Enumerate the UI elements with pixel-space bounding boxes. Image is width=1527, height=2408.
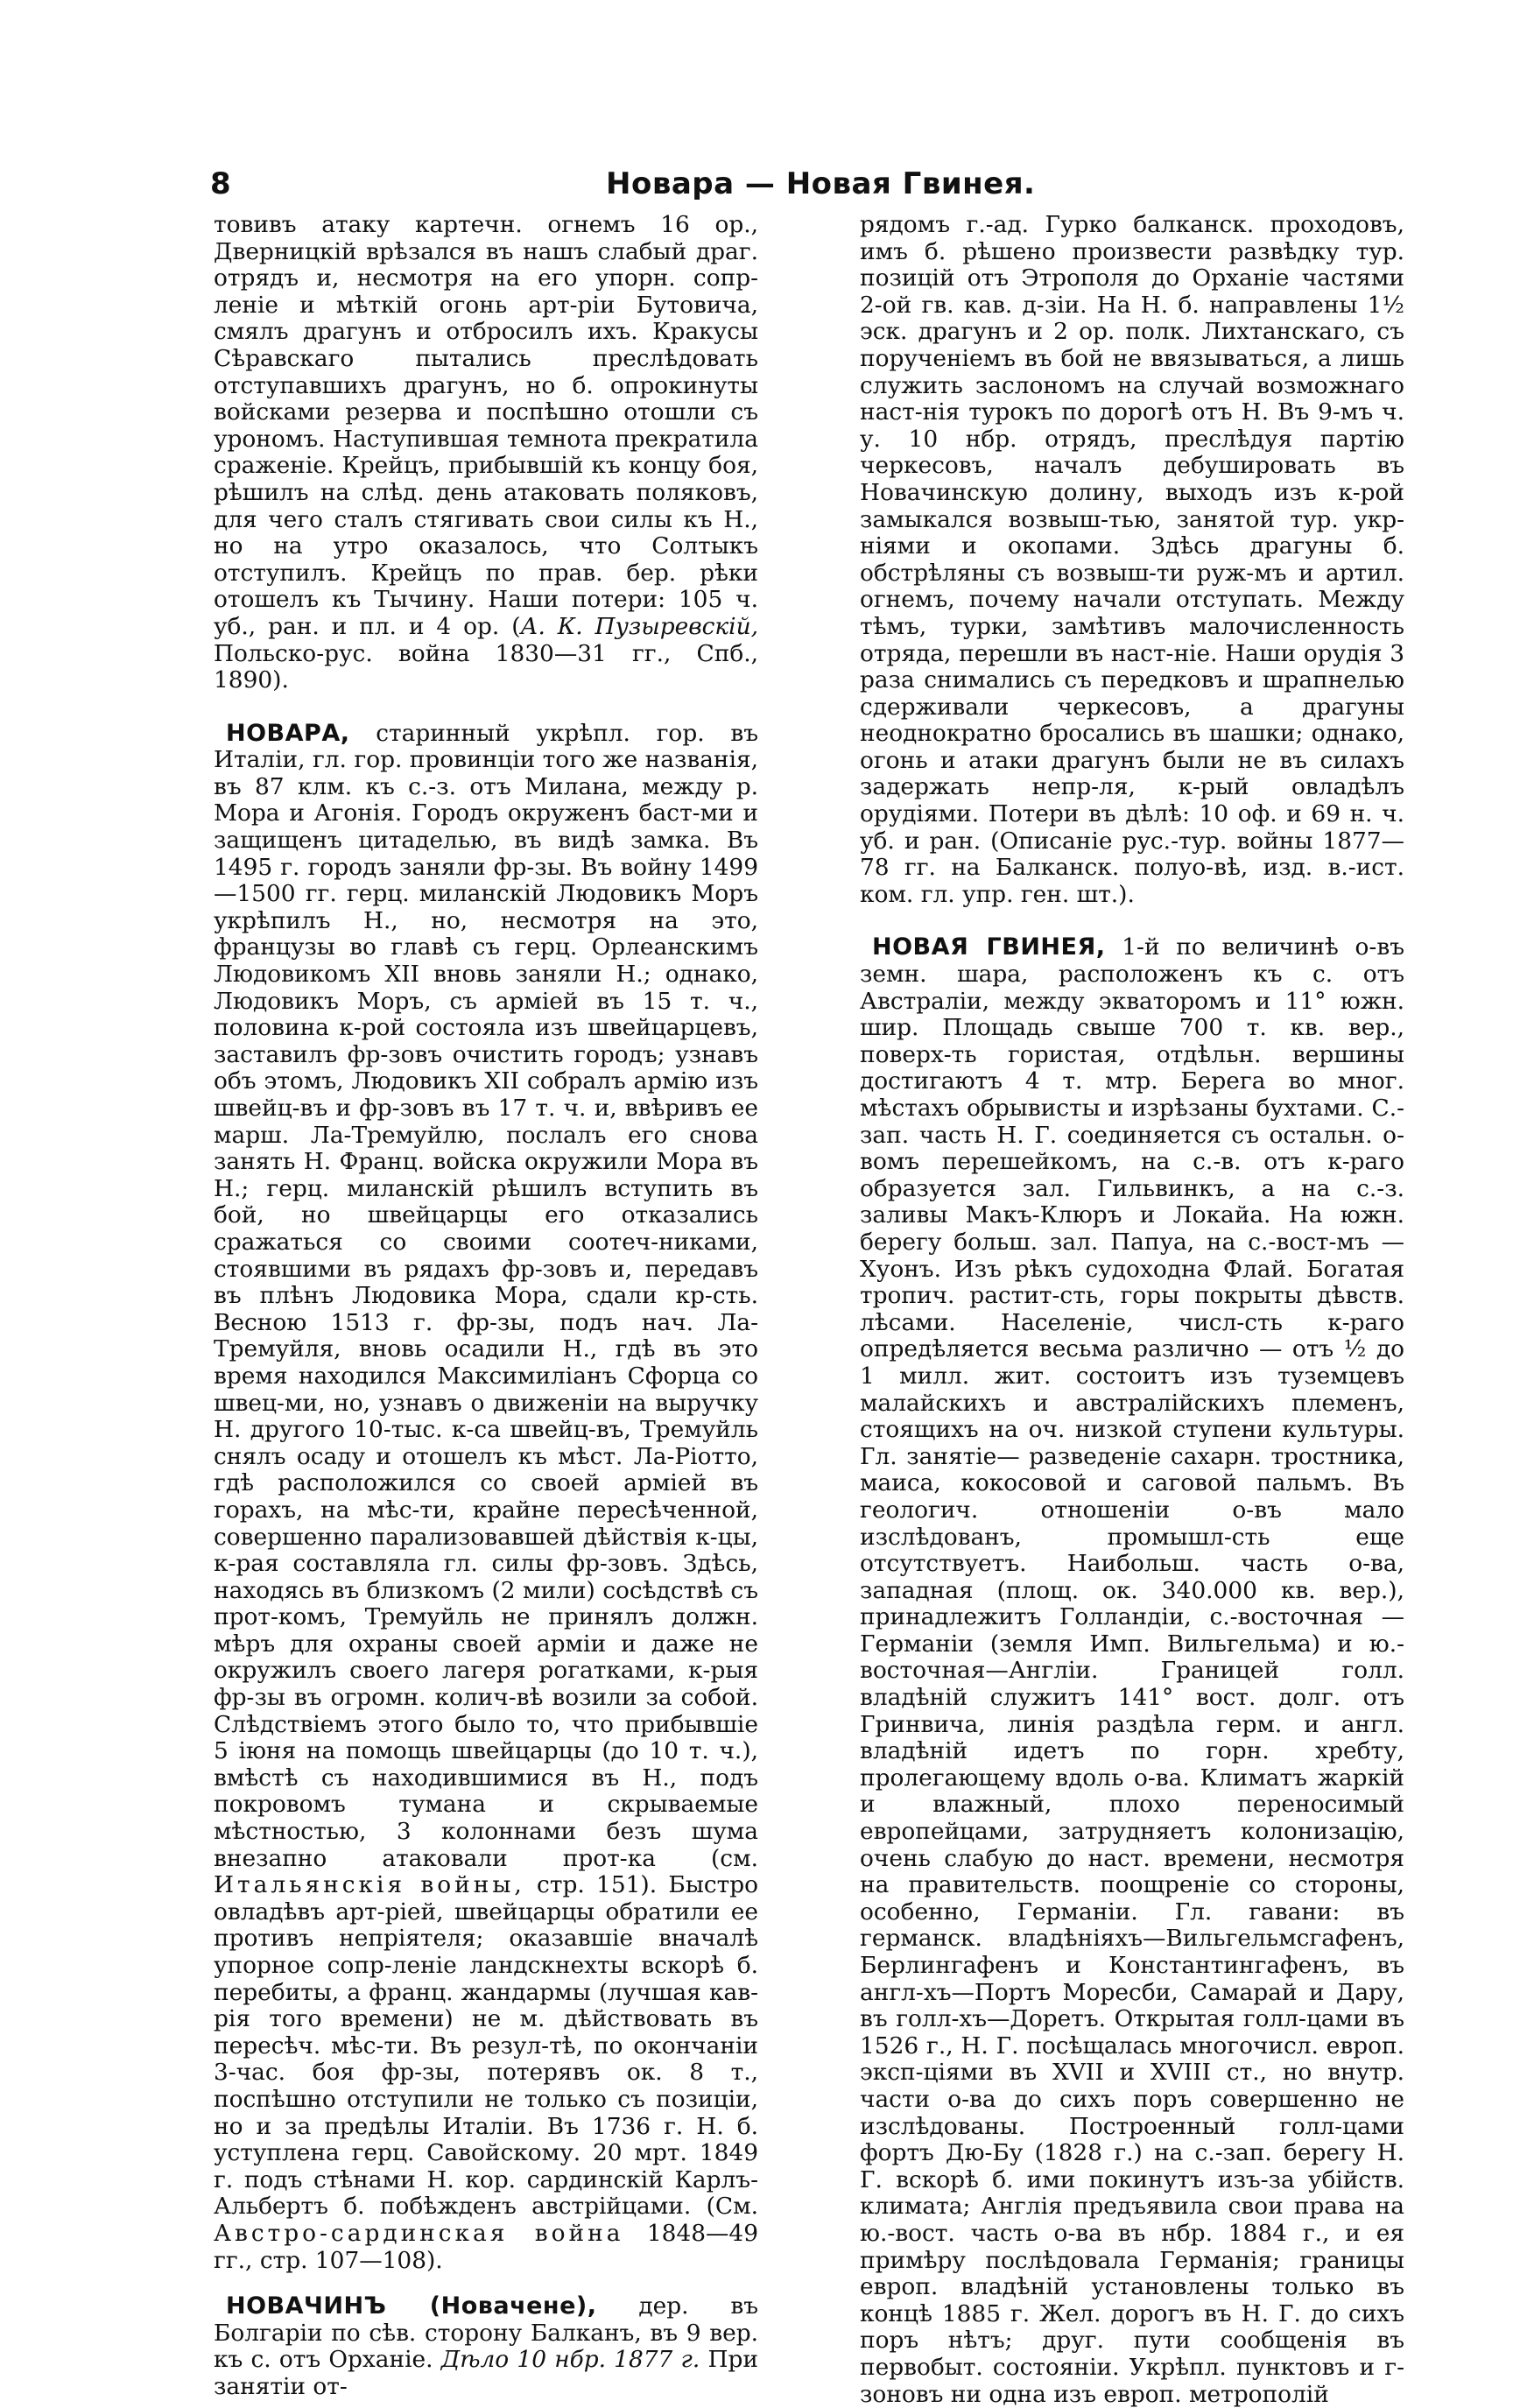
headword-new-guinea: НОВАЯ ГВИНЕЯ, xyxy=(872,933,1106,961)
entry-novara-text-2: стр. 151). Быстро овладѣвъ арт-ріей, швейцарцы обратили ее противъ непріятеля; оказавшіе вначалѣ упорное сопр-леніе ландскнехты вскорѣ б. перебиты, а франц. жандармы (лучшая кав-рія того времени) не м. дѣйствовать въ пересѣч. мѣс-ти. Въ резул-тѣ, по окончаніи 3-час. боя фр-зы, потерявъ ок. 8 т., поспѣшно отступили не только съ позиціи, но и за предѣлы Италіи. Въ 1736 г. Н. б. уступлена герц. Савойскому. 20 мрт. 1849 г. подъ стѣнами Н. кор. сардинскій Карлъ-Альбертъ б. побѣжденъ австрійцами. (См. xyxy=(214,1871,758,2221)
entry-new-guinea-text: 1-й по величинѣ о-въ земн. шара, расположенъ къ с. отъ Австраліи, между экваторомъ и 11° южн. шир. Площадь свыше 700 т. кв. вер., поверх-ть гористая, отдѣльн. вершины достигаютъ 4 т. мтр. Берега во мног. мѣстахъ обрывисты и изрѣзаны бухтами. С.-зап. часть Н. Г. соединяется съ остальн. о-вомъ перешейкомъ, на с.-в. отъ к-раго образуется зал. Гильвинкъ, а на с.-з. заливы Макъ-Клюръ и Локайа. На южн. берегу больш. зал. Папуа, на с.-вост-мъ — Хуонъ. Изъ рѣкъ судоходна Флай. Богатая тропич. растит-сть, горы покрыты дѣвств. лѣсами. Населеніе, числ-сть к-раго опредѣляется весьма различно — отъ ½ до 1 милл. жит. состоитъ изъ туземцевъ малайскихъ и австралійскихъ племенъ, стоящихъ на оч. низкой ступени культуры. Гл. занятіе— разведеніе сахарн. тростника, маиса, кокосовой и саговой пальмъ. Въ геологич. отношеніи о-въ мало изслѣдованъ, промышл-сть еще отсутствуетъ. Наибольш. часть о-ва, западная (площ. ок. 340.000 кв. вер.), принадлежитъ Голландіи, с.-восточная — Германіи (земля Имп. Вильгельма) и ю.-восточная—Англіи. Границей голл. владѣній служитъ 141° вост. долг. отъ Гринвича, линія раздѣла герм. и англ. владѣній идетъ по горн. хребту, пролегающему вдоль о-ва. Климатъ жаркій и влажный, плохо переносимый европейцами, затрудняетъ колонизацію, очень слабую до наст. времени, несмотря на правительств. поощреніе со стороны, особенно, Германіи. Гл. гавани: въ германск. владѣніяхъ—Вильгельмсгафенъ, Берлингафенъ и Константингафенъ, въ англ-хъ—Портъ Моресби, Самарай и Дару, въ голл-хъ—Доретъ. Открытая голл-цами въ 1526 г., Н. Г. посѣщалась многочисл. европ. эксп-ціями въ XVII и XVIII ст., но внутр. части о-ва до сихъ поръ совершенно не изслѣдованы. Построенный голл-цами фортъ Дю-Бу (1828 г.) на с.-зап. берегу Н. Г. вскорѣ б. ими покинутъ изъ-за убійств. климата; Англія предъявила свои права на ю.-вост. часть о-ва въ нбр. 1884 г., и ея примѣру послѣдовала Германія; границы европ. владѣній установлены только въ концѣ 1885 г. Жел. дорогъ въ Н. Г. до сихъ поръ нѣтъ; друг. пути сообщенія въ первобыт. состояніи. Укрѣпл. пунктовъ и г-зоновъ ни одна изъ европ. метрополій xyxy=(860,933,1404,2408)
headword-novachin: НОВАЧИНЪ (Новачене), xyxy=(226,2292,597,2320)
novachin-battle-citation: Дѣло 10 нбр. 1877 г. xyxy=(440,2346,700,2374)
continuation-paragraph xyxy=(214,212,758,694)
entry-novara-text: старинный укрѣпл. гор. въ Италіи, гл. гор. провинціи того же названія, въ 87 клм. къ с.-з. отъ Милана, между р. Мора и Агонія. Городъ окруженъ баст-ми и защищенъ цитаделью, въ видѣ замка. Въ 1495 г. городъ заняли фр-зы. Въ войну 1499—1500 гг. герц. миланскій Людовикъ Моръ укрѣпилъ Н., но, несмотря на это, французы во главѣ съ герц. Орлеанскимъ Людовикомъ XII вновь заняли Н.; однако, Людовикъ Моръ, съ арміей въ 15 т. ч., половина к-рой состояла изъ швейцарцевъ, заставилъ фр-зовъ очистить городъ; узнавъ объ этомъ, Людовикъ XII собралъ армію изъ швейц-въ и фр-зовъ въ 17 т. ч. и, ввѣривъ ее марш. Ла-Тремуйлю, послалъ его снова занять Н. Франц. войска окружили Мора въ Н.; герц. миланскій рѣшилъ вступить въ бой, но швейцарцы его отказались сражаться со своими соотеч-никами, стоявшими въ рядахъ фр-зовъ и, передавъ въ плѣнъ Людовика Мора, сдали кр-сть. Весною 1513 г. фр-зы, подъ нач. Ла-Тремуйля, вновь осадили Н., гдѣ въ это время находился Максимиліанъ Сфорца со швец-ми, но, узнавъ о движеніи на выручку Н. другого 10-тыс. к-са швейц-въ, Тремуйль снялъ осаду и отошелъ къ мѣст. Ла-Ріотто, гдѣ расположился со своей арміей въ горахъ, на мѣс-ти, крайне пересѣченной, совершенно парализовавшей дѣйствія к-цы, к-рая составляла гл. силы фр-зовъ. Здѣсь, находясь въ близкомъ (2 мили) сосѣдствѣ съ прот-комъ, Тремуйль не принялъ должн. мѣръ для охраны своей арміи и даже не окружилъ своего лагеря рогатками, к-рыя фр-зы въ огромн. колич-вѣ возили за собой. Слѣдствіемъ этого было то, что прибывшіе 5 іюня на помощь швейцарцы (до 10 т. ч.), вмѣстѣ съ находившимися въ Н., подъ покровомъ тумана и скрываемые мѣстностью, 3 колоннами безъ шума внезапно атаковали прот-ка (см. xyxy=(214,719,758,1872)
cross-ref-austro-sardinian-war: Австро-сардинская война xyxy=(214,2219,624,2247)
entry-novara-text-3: 1848—49 гг., стр. 107—108). xyxy=(214,2219,758,2274)
entry-new-guinea xyxy=(860,934,1404,2408)
headword-novara: НОВАРА, xyxy=(226,719,350,747)
continuation-end: Польско-рус. война 1830—31 гг., Спб., 1890). xyxy=(214,639,758,694)
continuation-text: товивъ атаку картечн. огнемъ 16 ор., Дверницкій врѣзался въ нашъ слабый драг. отрядъ и, несмотря на его упорн. сопр-леніе и мѣткій огонь арт-ріи Бутовича, смялъ драгунъ и отбросилъ ихъ. Кракусы Сѣравскаго пытались преслѣдовать отступавшихъ драгунъ, но б. опрокинуты войсками резерва и поспѣшно отошли съ урономъ. Наступившая темнота прекратила сраженіе. Крейцъ, прибывшій къ концу боя, рѣшилъ на слѣд. день атаковать поляковъ, для чего сталъ стягивать свои силы къ Н., но на утро оказалось, что Солтыкъ отступилъ. Крейцъ по прав. бер. рѣки отошелъ къ Тычину. Наши потери: 105 ч. уб., ран. и пл. и 4 ор. ( xyxy=(214,211,758,640)
novachin-continuation: рядомъ г.-ад. Гурко балканск. проходовъ, имъ б. рѣшено произвести развѣдку тур. позицій отъ Этрополя до Орханіе частями 2-ой гв. кав. д-зіи. На Н. б. направлены 1½ эск. драгунъ и 2 ор. полк. Лихтанскаго, съ порученіемъ въ бой не ввязываться, а лишь служить заслономъ на случай возможнаго наст-нія турокъ по дорогѣ отъ Н. Въ 9-мъ ч. у. 10 нбр. отрядъ, преслѣдуя партію черкесовъ, началъ дебушировать въ Новачинскую долину, выходъ изъ к-рой замыкался возвыш-тью, занятой тур. укр-ніями и окопами. Здѣсь драгуны б. обстрѣляны съ возвыш-ти руж-мъ и артил. огнемъ, почему начали отступать. Между тѣмъ, турки, замѣтивъ малочисленность отряда, перешли въ наст-ніе. Наши орудія 3 раза снимались съ передковъ и шрапнелью сдерживали черкесовъ, а драгуны неоднократно бросались въ шашки; однако, огонь и атаки драгунъ были не въ силахъ задержать непр-ля, к-рый овладѣлъ орудіями. Потери въ дѣлѣ: 10 оф. и 69 н. ч. уб. и ран. (Описаніе рус.-тур. войны 1877—78 гг. на Балканск. полуо-вѣ, изд. в.-ист. ком. гл. упр. ген. шт.). xyxy=(860,211,1404,908)
right-column xyxy=(860,212,1404,2408)
entry-novachin-text: дер. въ Болгаріи по сѣв. сторону Балканъ, въ 9 вер. къ с. отъ Орханіе. xyxy=(214,2292,758,2374)
entry-novara xyxy=(214,721,758,2274)
entry-novachin-text-2: При занятіи от- xyxy=(214,2346,758,2400)
page-number: 8 xyxy=(210,166,231,201)
running-head: Новара — Новая Гвинея. xyxy=(606,166,1036,201)
continuation-citation: А. К. Пузыревскій, xyxy=(520,612,758,640)
left-column xyxy=(214,212,758,2401)
entry-novachin xyxy=(214,2293,758,2400)
cross-ref-italian-wars: Итальянскія войны, xyxy=(214,1871,525,1899)
